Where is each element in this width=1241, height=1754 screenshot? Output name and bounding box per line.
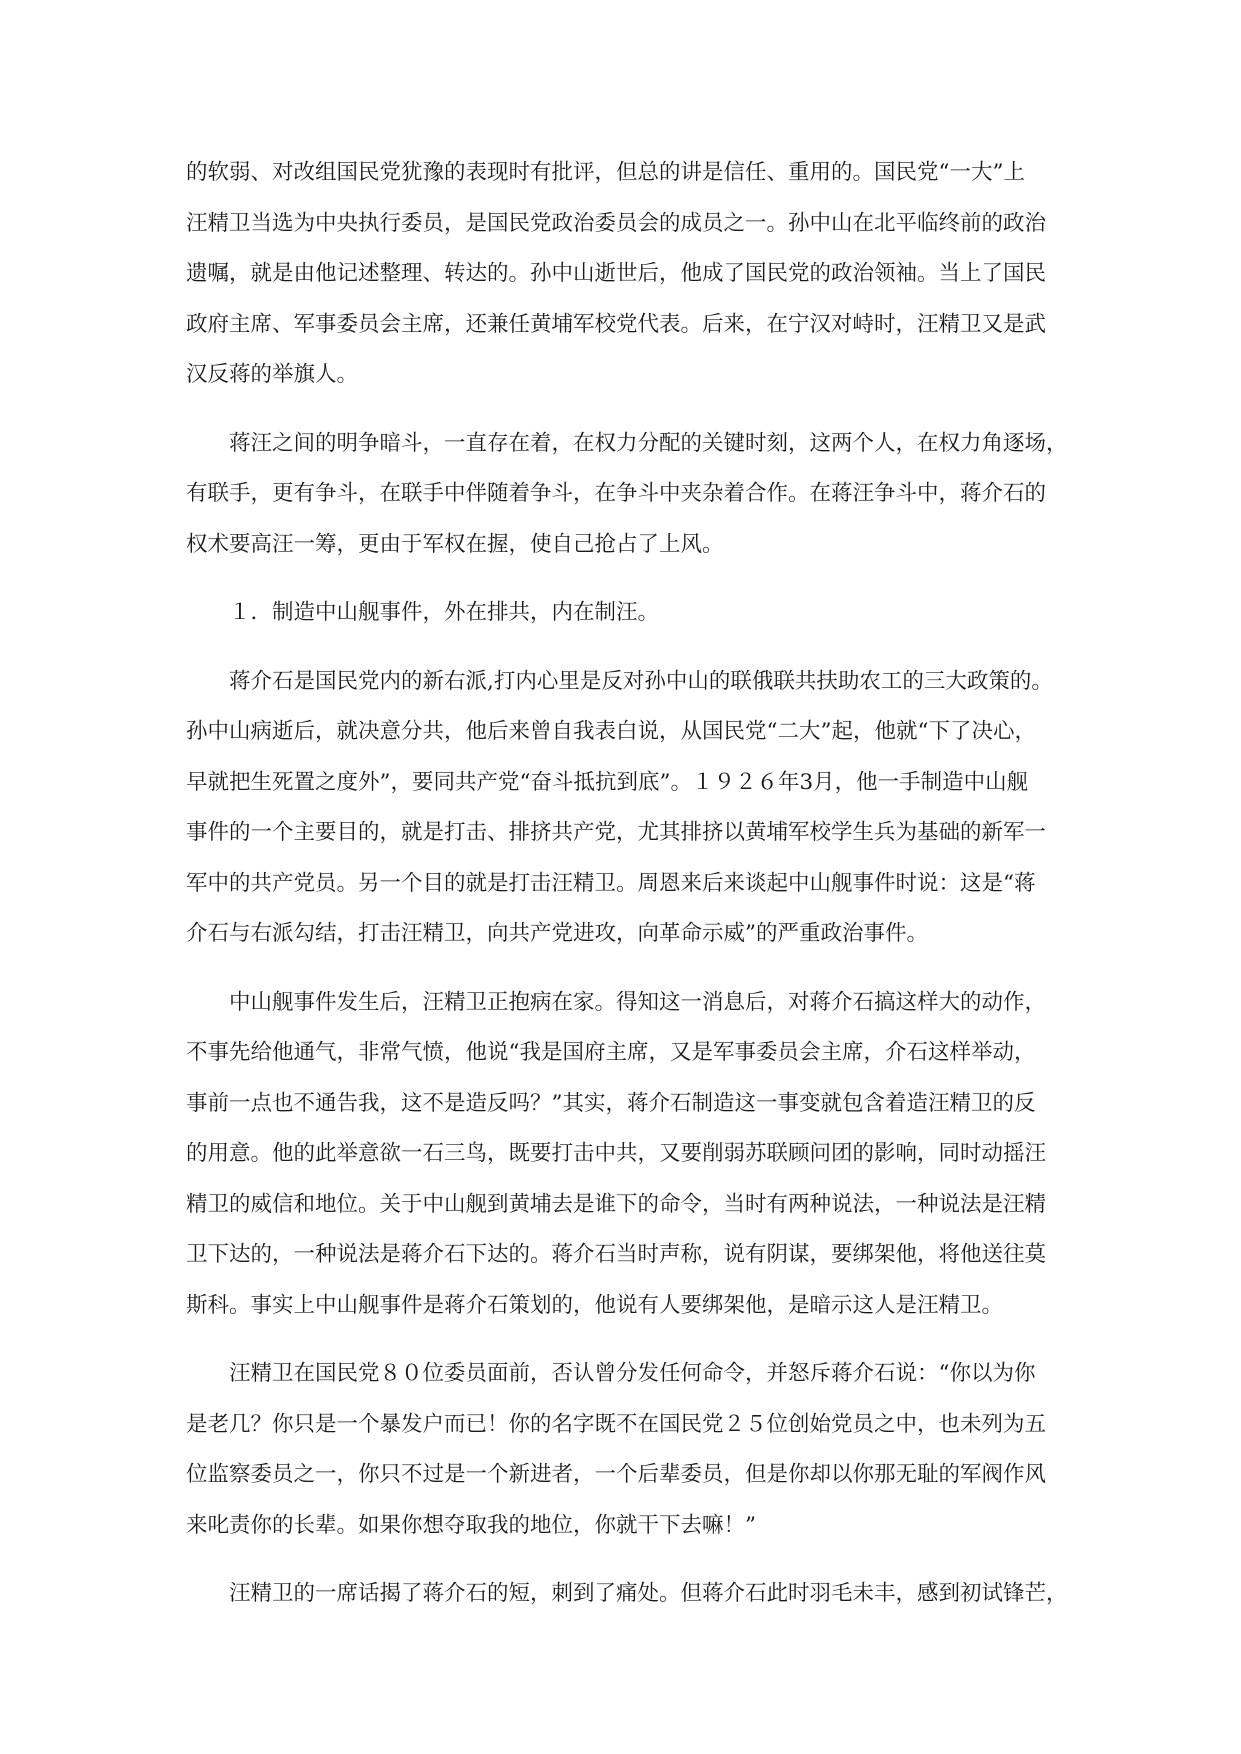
text-line: 军中的共产党员。另一个目的就是打击汪精卫。周恩来后来谈起中山舰事件时说：这是“蒋 bbox=[186, 870, 1036, 896]
text-line: 的用意。他的此举意欲一石三鸟，既要打击中共，又要削弱苏联顾问团的影响，同时动摇汪 bbox=[186, 1141, 1047, 1166]
text-line: 遗嘱，就是由他记述整理、转达的。孙中山逝世后，他成了国民党的政治领袖。当上了国民 bbox=[186, 261, 1047, 286]
text-line: 孙中山病逝后，就决意分共，他后来曾自我表白说，从国民党“二大”起，他就“下了决心， bbox=[186, 719, 1036, 744]
text-line: 不事先给他通气，非常气愤，他说“我是国府主席，又是军事委员会主席，介石这样举动， bbox=[186, 1040, 1036, 1065]
paragraph-6 bbox=[186, 1569, 1068, 1620]
paragraph-5 bbox=[186, 1349, 1054, 1551]
text-line: 有联手，更有争斗，在联手中伴随着争斗，在争斗中夹杂着合作。在蒋汪争斗中，蒋介石的 bbox=[186, 481, 1047, 506]
text-line: 卫下达的，一种说法是蒋介石下达的。蒋介石当时声称，说有阴谋，要绑架他，将他送往莫 bbox=[186, 1242, 1047, 1267]
text-line: 事件的一个主要目的，就是打击、排挤共产党，尤其排挤以黄埔军校学生兵为基础的新军一 bbox=[186, 820, 1047, 845]
text-line: 介石与右派勾结，打击汪精卫，向共产党进攻，向革命示威”的严重政治事件。 bbox=[186, 921, 928, 946]
section-heading bbox=[186, 588, 1054, 639]
paragraph-3 bbox=[186, 657, 1054, 960]
text-line: 汪精卫当选为中央执行委员，是国民党政治委员会的成员之一。孙中山在北平临终前的政治 bbox=[186, 210, 1047, 236]
paragraph-4 bbox=[186, 978, 1054, 1332]
text-line: 来叱责你的长辈。如果你想夺取我的地位，你就干下去嘛！” bbox=[186, 1512, 756, 1538]
text-line: 中山舰事件发生后，汪精卫正抱病在家。得知这一消息后，对蒋介石搞这样大的动作， bbox=[229, 989, 1047, 1015]
text-line: 位监察委员之一，你只不过是一个新进者，一个后辈委员，但是你却以你那无耻的军阀作风 bbox=[186, 1462, 1047, 1487]
text-line: 事前一点也不通告我，这不是造反吗？”其实，蒋介石制造这一事变就包含着造汪精卫的反 bbox=[186, 1090, 1036, 1116]
text-line: 早就把生死置之度外”，要同共产党“奋斗抵抗到底”。１９２６年3月，他一手制造中山舰 bbox=[186, 769, 1029, 795]
text-line: 的软弱、对改组国民党犹豫的表现时有批评，但总的讲是信任、重用的。国民党“一大”上 bbox=[186, 160, 1025, 185]
text-line: １．制造中山舰事件，外在排共，内在制汪。 bbox=[229, 600, 660, 625]
text-line: 蒋介石是国民党内的新右派,打内心里是反对孙中山的联俄联共扶助农工的三大政策的。 bbox=[229, 668, 1053, 694]
paragraph-2 bbox=[186, 419, 1068, 571]
text-line: 精卫的威信和地位。关于中山舰到黄埔去是谁下的命令，当时有两种说法，一种说法是汪精 bbox=[186, 1191, 1047, 1217]
text-line: 汉反蒋的举旗人。 bbox=[186, 362, 359, 387]
text-line: 权术要高汪一筹，更由于军权在握，使自己抢占了上风。 bbox=[186, 531, 724, 557]
text-line: 政府主席、军事委员会主席，还兼任黄埔军校党代表。后来，在宁汉对峙时，汪精卫又是武 bbox=[186, 311, 1047, 337]
document-page bbox=[186, 148, 1068, 1638]
text-line: 斯科。事实上中山舰事件是蒋介石策划的，他说有人要绑架他，是暗示这人是汪精卫。 bbox=[186, 1292, 1004, 1318]
text-line: 汪精卫的一席话揭了蒋介石的短，刺到了痛处。但蒋介石此时羽毛未丰，感到初试锋芒， bbox=[229, 1581, 1068, 1606]
text-line: 是老几？你只是一个暴发户而已！你的名字既不在国民党２５位创始党员之中，也未列为五 bbox=[186, 1411, 1047, 1437]
text-line: 汪精卫在国民党８０位委员面前，否认曾分发任何命令，并怒斥蒋介石说：“你以为你 bbox=[229, 1361, 1036, 1386]
paragraph-1 bbox=[186, 148, 1054, 401]
text-line: 蒋汪之间的明争暗斗，一直存在着，在权力分配的关键时刻，这两个人，在权力角逐场， bbox=[229, 430, 1068, 456]
